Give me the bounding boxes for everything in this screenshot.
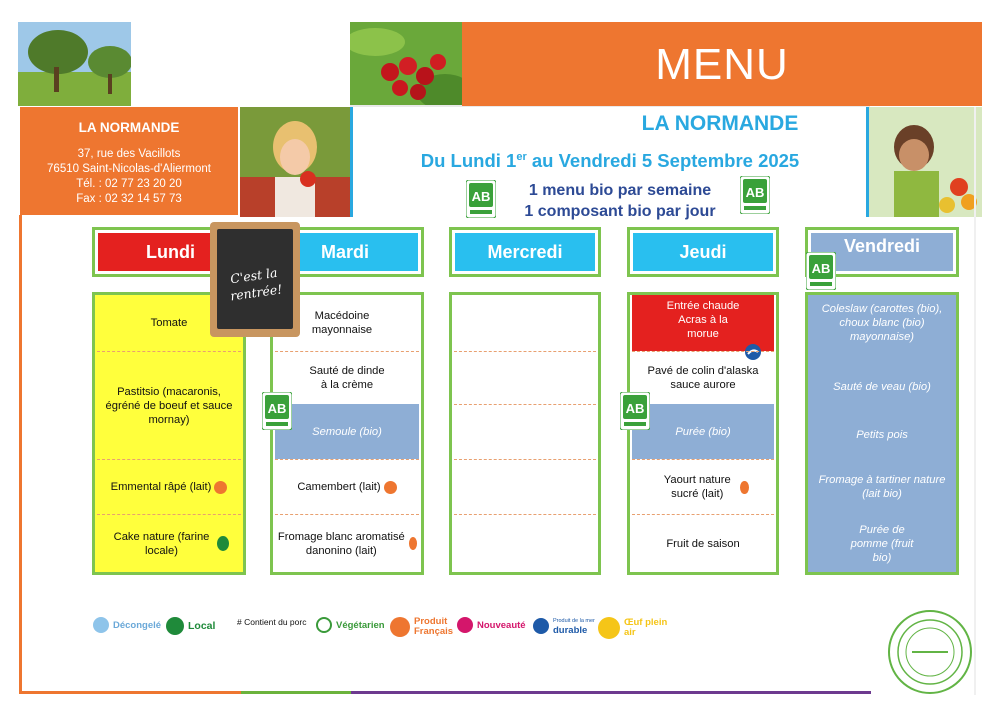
leaf-icon xyxy=(316,617,332,633)
menu-item-text: Camembert (lait) xyxy=(297,481,381,493)
menu-item: Sauté de dinde à la crème xyxy=(309,365,385,391)
chalkboard-image xyxy=(210,222,300,337)
menu-item: Fruit de saison xyxy=(666,537,740,550)
menu-item xyxy=(632,460,774,514)
peche-durable-icon xyxy=(533,618,549,634)
menu-item xyxy=(810,352,954,459)
local-icon xyxy=(166,617,184,635)
menu-item-text: Sauté de veau (bio) xyxy=(833,381,931,393)
menu-item: Macédoine mayonnaise xyxy=(311,310,373,336)
bio-line-1: 1 menu bio par semaine xyxy=(528,182,712,199)
menu-column-mercredi xyxy=(449,292,601,575)
menu-item: Semoule (bio) xyxy=(275,404,419,459)
menu-column-vendredi xyxy=(805,292,959,575)
divider xyxy=(241,691,351,694)
divider xyxy=(454,514,596,515)
address-tel: Tél. : 02 77 23 20 20 xyxy=(76,178,182,190)
day-header-jeudi xyxy=(627,227,779,277)
la-normande-logo xyxy=(888,610,972,694)
divider xyxy=(350,107,353,217)
restaurant-name: LA NORMANDE xyxy=(641,112,799,135)
menu-item: Purée de pomme (fruit bio) xyxy=(850,523,914,564)
bio-line-2: 1 composant bio par jour xyxy=(524,203,716,220)
legend-label: durable xyxy=(553,625,588,636)
legend-label: # Contient du porc xyxy=(237,617,307,627)
legend-nouveaute xyxy=(457,617,526,633)
fork-knife-icon xyxy=(890,612,970,692)
divider xyxy=(454,459,596,460)
menu-item xyxy=(275,515,419,572)
day-name: Lundi xyxy=(98,233,240,271)
orchard-photo xyxy=(18,22,131,106)
menu-item: Entrée chaude Acras à la morue xyxy=(632,295,774,351)
menu-item: Fromage à tartiner nature (lait bio) xyxy=(818,474,946,500)
menu-item: Pavé de colin d'alaska sauce aurore xyxy=(647,365,759,391)
menu-item: Coleslaw (carottes (bio), choux blanc (bio) mayonnaise) xyxy=(821,303,943,343)
divider xyxy=(454,404,596,405)
legend-porc xyxy=(237,617,306,627)
address-name: LA NORMANDE xyxy=(78,120,180,135)
date-prefix: Du Lundi 1 xyxy=(420,150,517,171)
legend-label: Œuf plein air xyxy=(624,617,668,638)
legend-oeuf xyxy=(598,617,672,639)
egg-icon xyxy=(598,617,620,639)
svg-text:AB: AB xyxy=(811,261,831,276)
day-name: Mercredi xyxy=(455,233,595,271)
menu-item xyxy=(97,460,241,514)
divider xyxy=(454,351,596,352)
address-box xyxy=(20,107,238,215)
divider xyxy=(351,691,871,694)
address-street: 37, rue des Vacillots xyxy=(77,148,181,160)
snowflake-icon xyxy=(93,617,109,633)
menu-item-text: Emmental râpé (lait) xyxy=(110,481,212,493)
address-city: 76510 Saint-Nicolas-d'Aliermont xyxy=(47,163,211,175)
local-icon xyxy=(217,536,229,551)
date-suffix: au Vendredi 5 Septembre 2025 xyxy=(526,150,800,171)
divider xyxy=(19,691,241,694)
legend-label: Produit de la mer xyxy=(553,618,595,624)
menu-item-text: Cake nature (farine locale) xyxy=(113,530,210,557)
banner-title: MENU xyxy=(655,40,789,89)
legend-peche-durable xyxy=(533,617,595,635)
day-name: Jeudi xyxy=(633,233,773,271)
menu-item: Pastitsio (macaronis, égréné de boeuf et sauce mornay) xyxy=(105,385,233,426)
menu-date xyxy=(370,150,850,172)
date-sup: er xyxy=(516,150,527,163)
produit-francais-icon xyxy=(409,537,417,550)
menu-item xyxy=(275,460,419,514)
produit-francais-icon xyxy=(214,481,227,494)
legend-label: Produit Français xyxy=(414,616,454,637)
day-header-mercredi xyxy=(449,227,601,277)
produit-francais-icon xyxy=(384,481,397,494)
bio-info xyxy=(460,180,780,222)
menu-item xyxy=(97,515,241,572)
bio-ab-icon xyxy=(806,252,836,290)
menu-item-text: Yaourt nature sucré (lait) xyxy=(663,474,731,500)
day-name: Mardi xyxy=(276,233,418,271)
menu-item-text: Fromage blanc aromatisé danonino (lait) xyxy=(277,530,405,557)
svg-text:AB: AB xyxy=(267,401,287,416)
menu-item: Purée (bio) xyxy=(632,404,774,459)
chalkboard-surface xyxy=(217,229,293,329)
divider xyxy=(19,215,22,693)
legend-vegetarien xyxy=(316,617,385,633)
cherries-photo xyxy=(350,22,462,106)
bio-ab-icon xyxy=(740,176,770,214)
chalkboard-text: C'est la rentrée! xyxy=(229,264,284,304)
bio-ab-icon xyxy=(262,392,292,430)
legend-decongele xyxy=(93,617,161,633)
menu-item: Tomate xyxy=(150,317,188,329)
svg-text:AB: AB xyxy=(471,189,491,204)
legend-local xyxy=(166,617,215,635)
new-icon xyxy=(457,617,473,633)
address-fax: Fax : 02 32 14 57 73 xyxy=(76,193,182,205)
legend-label: Végétarien xyxy=(336,619,385,631)
produit-francais-icon xyxy=(390,617,410,637)
menu-item-text: Petits pois xyxy=(856,429,908,441)
day-name: Vendredi xyxy=(811,233,953,271)
legend-produit-francais xyxy=(390,616,454,637)
legend-label: Local xyxy=(188,620,216,632)
bio-ab-icon xyxy=(466,180,496,218)
legend-label: Nouveauté xyxy=(477,619,526,631)
bio-ab-icon xyxy=(620,392,650,430)
legend-label: Décongelé xyxy=(113,619,162,631)
svg-text:AB: AB xyxy=(745,185,765,200)
svg-text:AB: AB xyxy=(625,401,645,416)
produit-francais-icon xyxy=(740,481,749,494)
menu-column-jeudi xyxy=(627,292,779,575)
